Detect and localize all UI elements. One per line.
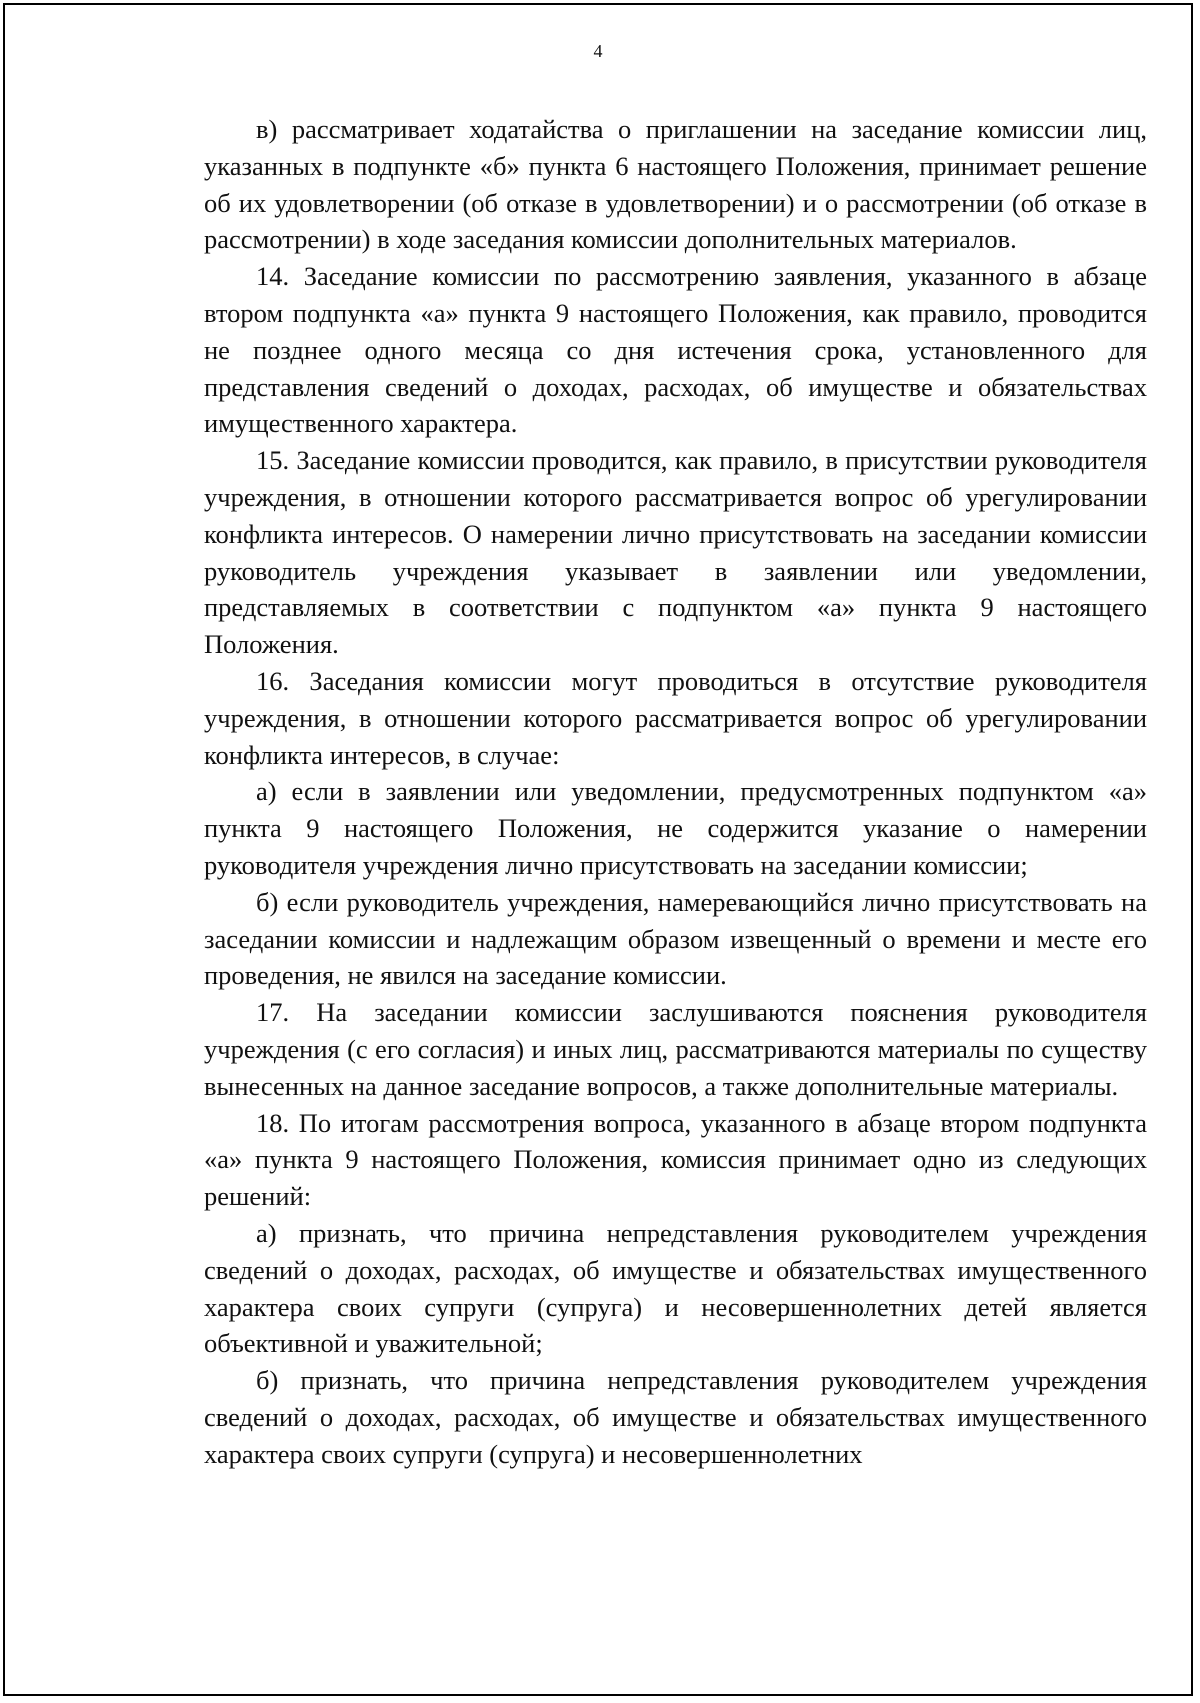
page-number: 4 [593, 41, 603, 61]
document-body [204, 111, 1147, 1472]
paragraph-16a: а) если в заявлении или уведомлении, предусмотренных подпунктом «а» пункта 9 настоящего Положения, не содержится указание о намерении руководителя учреждения лично присутствовать на заседании комиссии; [204, 776, 1147, 880]
paragraph-18a: а) признать, что причина непредставления руководителем учреждения сведений о доходах, расходах, об имуществе и обязательствах имущественного характера своих супруги (супруга) и несовершеннолетних детей является объективной и уважительной; [204, 1217, 1147, 1359]
paragraph-16: 16. Заседания комиссии могут проводиться в отсутствие руководителя учреждения, в отношении которого рассматривается вопрос об урегулировании конфликта интересов, в случае: [204, 665, 1147, 770]
document-page [3, 3, 1193, 1696]
paragraph-15: 15. Заседание комиссии проводится, как правило, в присутствии руководителя учреждения, в отношении которого рассматривается вопрос об урегулировании конфликта интересов. О намерении лично присутствовать на заседании комиссии руководитель учреждения указывает в заявлении или уведомлении, представляемых в соответствии с подпунктом «а» пункта 9 настоящего Положения. [204, 445, 1147, 660]
paragraph-14: 14. Заседание комиссии по рассмотрению заявления, указанного в абзаце втором подпункта «а» пункта 9 настоящего Положения, как правило, проводится не позднее одного месяца со дня истечения срока, установленного для представления сведений о доходах, расходах, об имуществе и обязательствах имущественного характера. [204, 261, 1147, 439]
paragraph-16b: б) если руководитель учреждения, намеревающийся лично присутствовать на заседании комиссии и надлежащим образом извещенный о времени и месте его проведения, не явился на заседание комиссии. [204, 886, 1147, 991]
paragraph-18: 18. По итогам рассмотрения вопроса, указанного в абзаце втором подпункта «а» пункта 9 настоящего Положения, комиссия принимает одно из следующих решений: [204, 1107, 1147, 1212]
paragraph-18b: б) признать, что причина непредставления руководителем учреждения сведений о доходах, расходах, об имуществе и обязательствах имущественного характера своих супруги (супруга) и несовершеннолетних [204, 1365, 1147, 1469]
paragraph-13v: в) рассматривает ходатайства о приглашении на заседание комиссии лиц, указанных в подпункте «б» пункта 6 настоящего Положения, принимает решение об их удовлетворении (об отказе в удовлетворении) и о рассмотрении (об отказе в рассмотрении) в ходе заседания комиссии дополнительных материалов. [204, 114, 1147, 255]
paragraph-17: 17. На заседании комиссии заслушиваются пояснения руководителя учреждения (с его согласия) и иных лиц, рассматриваются материалы по существу вынесенных на данное заседание вопросов, а также дополнительные материалы. [204, 997, 1147, 1101]
